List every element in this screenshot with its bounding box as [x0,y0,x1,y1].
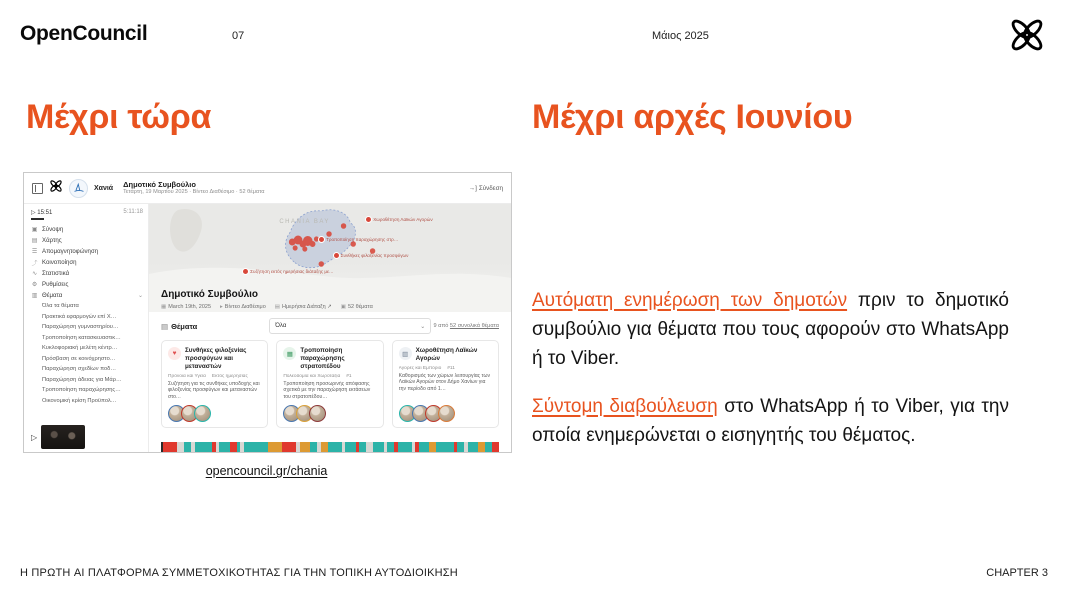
topic-card-description: Τροποποίηση προσωρινής απόφασης σχετικά με την παραχώρηση εκτάσεων του στρατοπέδου… [283,380,371,401]
meeting-identifier [123,180,264,196]
play-icon[interactable]: ▷ [31,432,38,442]
footer-tagline: Η ΠΡΩΤΗ AI ΠΛΑΤΦΟΡΜΑ ΣΥΜΜΕΤΟΧΙΚΟΤΗΤΑΣ ΓΙΑ ΤΗΝ ΤΟΠΙΚΗ ΑΥΤΟΔΙΟΙΚΗΣΗ [20,567,458,579]
timeline-segment[interactable] [300,442,311,452]
marker-label: Συνθήκες φιλοξενίας προσφύγων [340,252,409,258]
auto-update-link[interactable]: Αυτόματη ενημέρωση των δημοτών [532,290,848,311]
app-topbar [24,173,511,204]
sidebar-nav-item[interactable] [31,224,143,235]
sidebar-item-label: Απομαγνητοφώνηση [42,248,99,255]
topic-card-title: Συνθήκες φιλοξενίας προσφύγων και μεταναστών [185,347,247,370]
deck-date: Μάιος 2025 [652,30,709,42]
timeline-segment[interactable] [457,442,464,452]
timeline-segment[interactable] [429,442,436,452]
timeline-segment[interactable] [359,442,366,452]
playback-row[interactable] [31,209,143,216]
timeline-segment[interactable] [387,442,394,452]
meeting-meta-item[interactable] [275,304,332,310]
meeting-meta-item[interactable] [220,304,266,310]
map-marker[interactable] [319,237,398,242]
marker-label: Χωροθέτηση Λαϊκών Αγορών [373,216,433,222]
topic-card-title: Χωροθέτηση Λαϊκών Αγορών [415,347,478,362]
video-row[interactable] [31,425,143,449]
sidebar-topic-item[interactable]: Πρόσβαση σε κοινόχρηστο… [42,355,116,362]
sidebar-topic-item[interactable]: Παραχώρηση σχεδίων ποδ… [42,366,117,372]
topics-filter-select[interactable] [269,318,431,334]
heading-until-now: Μέχρι τώρα [26,98,212,136]
sidebar-item-label: Χάρτης [42,237,62,244]
timeline-segment[interactable] [366,442,373,452]
sidebar-item-icon: ∿ [32,270,37,277]
topic-card[interactable] [392,340,499,428]
marker-dot-icon [366,217,371,222]
meeting-block [161,289,373,310]
timeline-segment[interactable] [398,442,412,452]
timeline-segment[interactable] [478,442,485,452]
filter-value: Όλα [275,323,287,329]
marker-label: Συζήτηση εκτός ημερήσιας διάταξης με… [250,268,334,274]
consultation-link[interactable]: Σύντομη διαβούλευση [532,395,718,417]
sidebar-topic-item[interactable]: Παραχώρηση γυμναστηρίου… [42,324,119,330]
topic-card-category: Αγορές και Εμπόριο [398,365,442,371]
map-marker[interactable] [243,269,334,274]
meta-icon: ▸ [220,304,223,310]
sidebar-item-label: Σύνοψη [42,226,64,233]
meta-icon: ▣ [340,304,346,310]
sidebar-toggle-icon[interactable] [32,183,43,194]
sidebar-item-icon: ☰ [31,248,38,255]
topics-count: 9 από 52 συνολικά θέματα [433,323,499,329]
chevron-down-icon: ⌄ [420,323,426,330]
meeting-title: Δημοτικό Συμβούλιο [161,289,259,300]
timeline-segment[interactable] [244,442,269,452]
sidebar-item-icon: ▤ [31,237,38,244]
sidebar-topic-item[interactable]: Τροποποίηση κατασκευαστικ… [42,334,121,341]
topics-title: ▤ Θέματα [161,321,198,331]
sidebar-nav-item[interactable] [31,246,143,257]
topic-card-badge: #11 [447,365,455,371]
video-thumbnail[interactable] [41,425,85,449]
bay-label: CHANIA BAY [279,219,330,226]
sidebar-topic-item[interactable]: Οικονομική κρίση Προϋπολ… [42,397,117,404]
sidebar-topic-item[interactable]: Όλα τα θέματα [42,303,79,309]
sidebar-item-label: Ρυθμίσεις [42,281,69,288]
heart-icon: ♥ [168,347,181,360]
paragraph-auto-update: Αυτόματη ενημέρωση των δημοτών πριν το δημοτικό συμβούλιο για θέματα που τους αφορούν στο WhatsApp ή το Viber. [532,290,1009,369]
playback-current-time[interactable]: ▷ 15:51 [31,210,53,216]
meeting-title-small: Δημοτικό Συμβούλιο [123,179,196,189]
sidebar-nav [31,224,143,301]
topic-card-description: Καθορισμός των χώρων λειτουργίας των Λαϊκών Αγορών στον Δήμο Χανίων για την περίοδο από 1… [398,372,491,393]
speaker-avatar[interactable] [309,405,326,422]
speaker-avatars [399,405,492,422]
speaker-avatars [168,405,261,422]
sidebar-item-icon: ⤴ [31,261,38,267]
timeline-segment[interactable] [310,442,317,452]
heading-until-june: Μέχρι αρχές Ιουνίου [532,98,853,136]
marker-label: Τροποποίηση παραχώρησης στρ… [326,237,399,243]
timeline-segment[interactable] [268,442,282,452]
playback-total-time: 5:11:18 [123,209,143,215]
timeline-segment[interactable] [195,442,213,452]
timeline-segment[interactable] [219,442,230,452]
marker-dot-icon [334,253,339,258]
login-icon: →] [468,184,477,192]
sidebar-nav-item[interactable] [31,279,143,290]
speaker-avatar[interactable] [194,405,211,422]
sidebar-item-label: Θέματα [42,292,63,299]
timeline-segment[interactable] [282,442,296,452]
timeline-segment[interactable] [163,442,177,452]
sidebar-topic-item[interactable]: Παραχώρηση άδειας για Μάρ… [42,376,122,383]
timeline-segment[interactable] [492,442,499,452]
app-main [149,204,511,452]
topics-icon: ▤ [161,321,169,331]
brand-logo-text: OpenCouncil [20,22,148,45]
meta-text: 52 θέματα [347,304,373,310]
paragraph-consultation: Σύντομη διαβούλευση στο WhatsApp ή το Viber, για την οποία ενημερώνεται ο εισηγητής του θέματος. [532,395,1009,446]
timeline-segment[interactable] [328,442,342,452]
screenshot-caption [23,464,510,478]
sidebar-item-icon: ⚙ [31,281,38,288]
marker-dot-icon [319,237,324,242]
topics-section [149,312,511,452]
timeline-segment[interactable] [436,442,454,452]
topic-card-category: Πρόνοια και Υγεία [168,373,206,379]
app-sidebar [24,204,149,452]
map-panel[interactable] [149,204,511,312]
topic-card[interactable] [276,340,383,428]
building-icon: ▦ [283,347,296,360]
app-screenshot [23,172,512,453]
sidebar-item-label: Στατιστικά [42,270,70,277]
chania-link[interactable]: opencouncil.gr/chania [205,464,328,478]
meta-text: March 19th, 2025 [168,304,212,310]
sidebar-item-label: Κοινοποίηση [42,259,77,266]
timeline-segment[interactable] [177,442,184,452]
meta-text: Βίντεο Διαθέσιμο [224,304,266,310]
meeting-meta-item[interactable] [341,304,373,310]
app-body [24,204,511,452]
right-column [532,287,1009,469]
opencouncil-knot-icon [1008,16,1046,59]
sidebar-topic-item[interactable]: Κυκλοφοριακή μελέτη κέντρ… [42,345,118,351]
marker-dot-icon [243,269,248,274]
login-button[interactable]: →] Σύνδεση [468,184,503,192]
timeline-segment[interactable] [419,442,430,452]
map-marker[interactable] [334,253,409,258]
topic-timeline[interactable] [161,442,499,452]
page-number: 07 [232,30,245,42]
topic-card[interactable] [161,340,268,428]
topic-cards [161,340,499,428]
sidebar-nav-item[interactable] [31,257,143,268]
speaker-avatars [283,405,376,422]
meeting-meta-row [161,304,373,310]
topic-card-title: Τροποποίηση παραχώρησης στρατοπέδου [300,347,345,370]
municipality-avatar[interactable] [69,179,88,198]
timeline-segment[interactable] [230,442,237,452]
sidebar-topics-list [31,301,143,406]
meta-text: Ημερήσια Διάταξη ↗ [281,304,332,310]
meta-icon: ▦ [161,304,167,310]
timeline-segment[interactable] [468,442,479,452]
municipality-name[interactable]: Χανιά [94,184,114,192]
sidebar-topic-item[interactable]: Πρακτικά εφαρμογών επί Χ… [42,313,117,320]
topic-card-badge: Εκτός ημερησίας [211,373,248,379]
sidebar-nav-item[interactable] [31,235,143,246]
sidebar-nav-item[interactable] [31,268,143,279]
footer-chapter: CHAPTER 3 [986,567,1048,579]
topic-card-description: Συζήτηση για τις συνθήκες υποδοχής και φιλοξενίας προσφύγων και μεταναστών στο… [168,380,260,401]
map-marker[interactable] [366,217,432,222]
speaker-avatar[interactable] [438,405,455,422]
app-knot-icon [49,179,63,198]
meeting-subtitle: Τετάρτη, 19 Μαρτίου 2025 · Βίντεο Διαθέσιμο · 52 θέματα [123,189,265,196]
sidebar-nav-item[interactable] [31,290,143,301]
timeline-segment[interactable] [485,442,492,452]
sidebar-item-icon: ▣ [31,226,38,233]
chevron-down-icon: ⌄ [137,293,143,299]
sidebar-item-icon: ▥ [31,292,38,299]
timeline-segment[interactable] [345,442,356,452]
meta-icon: ▤ [274,304,280,310]
topic-card-category: Πολεοδομία και Χωροταξία [283,373,341,379]
topic-card-badge: #1 [346,373,352,379]
playback-progress[interactable] [31,218,44,220]
sidebar-topic-item[interactable]: Τροποποίηση παραχώρησης… [42,387,121,393]
topics-count-link[interactable]: 52 συνολικά θέματα [449,323,499,329]
market-icon: ▥ [399,347,412,360]
topics-header-row [161,318,499,334]
timeline-segment[interactable] [184,442,191,452]
timeline-segment[interactable] [321,442,328,452]
timeline-segment[interactable] [373,442,384,452]
meeting-meta-item[interactable] [161,304,211,310]
